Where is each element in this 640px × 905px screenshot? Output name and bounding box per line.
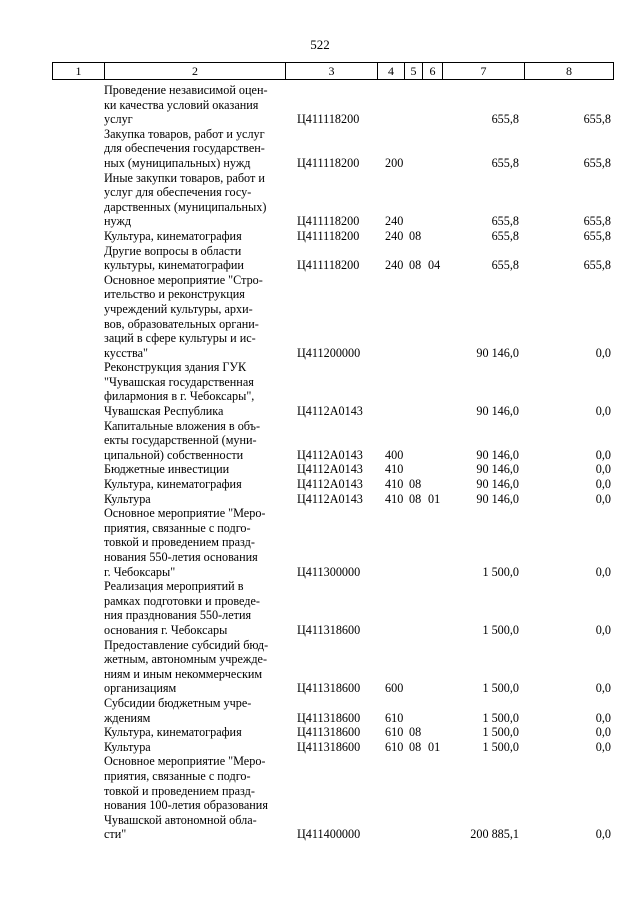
table-row: [52, 419, 614, 463]
row-code: Ц4112А0143: [297, 477, 363, 492]
row-expense-type: 610: [385, 725, 404, 740]
table-row: [52, 492, 614, 507]
header-col-6: 6: [423, 63, 443, 79]
row-value-col8: 0,0: [595, 725, 611, 740]
row-value-col8: 0,0: [595, 564, 611, 579]
table-row: [52, 171, 614, 229]
table-row: [52, 477, 614, 492]
header-col-1: 1: [53, 63, 105, 79]
row-section: 08: [409, 477, 422, 492]
row-subsection: 01: [428, 491, 441, 506]
row-value-col8: 0,0: [595, 404, 611, 419]
table-row: [52, 360, 614, 418]
row-description: Основное мероприятие "Меро- приятия, связанные с подго- товкой и проведением празд- нования 550-летия основания г. Чебоксары": [104, 506, 266, 579]
row-description: Культура, кинематография: [104, 477, 242, 492]
row-value-col7: 655,8: [491, 228, 519, 243]
page-number: 522: [310, 37, 330, 52]
row-code: Ц4112А0143: [297, 404, 363, 419]
header-col-4: 4: [378, 63, 405, 79]
row-expense-type: 240: [385, 228, 404, 243]
row-expense-type: 410: [385, 477, 404, 492]
table-row: [52, 579, 614, 637]
row-value-col7: 1 500,0: [482, 739, 519, 754]
row-section: 08: [409, 739, 422, 754]
row-code: Ц411118200: [297, 228, 360, 243]
table-row: [52, 740, 614, 755]
row-code: Ц4112А0143: [297, 462, 363, 477]
row-description: Закупка товаров, работ и услуг для обеспечения государствен- ных (муниципальных) нужд: [104, 126, 265, 170]
row-description: Капитальные вложения в объ- екты государственной (муни- ципальной) собственности: [104, 418, 261, 462]
row-value-col7: 90 146,0: [476, 404, 519, 419]
row-description: Реализация мероприятий в рамках подготовки и проведе- ния празднования 550-летия основания г. Чебоксары: [104, 579, 260, 637]
row-value-col7: 655,8: [491, 112, 519, 127]
row-description: Бюджетные инвестиции: [104, 462, 230, 477]
row-value-col7: 90 146,0: [476, 477, 519, 492]
row-expense-type: 400: [385, 447, 404, 462]
row-value-col8: 0,0: [595, 462, 611, 477]
row-description: Реконструкция здания ГУК "Чувашская государственная филармония в г. Чебоксары", Чувашская Республика: [104, 360, 255, 419]
header-col-2: 2: [105, 63, 286, 79]
header-col-8: 8: [566, 64, 572, 78]
row-value-col8: 0,0: [595, 447, 611, 462]
row-value-col7: 655,8: [491, 214, 519, 229]
row-code: Ц411118200: [297, 258, 360, 273]
row-value-col7: 1 500,0: [482, 710, 519, 725]
row-value-col7: 90 146,0: [476, 345, 519, 360]
header-col-7: 7: [443, 63, 525, 79]
row-value-col7: 655,8: [491, 155, 519, 170]
row-value-col7: 90 146,0: [476, 462, 519, 477]
row-code: Ц4112А0143: [297, 447, 363, 462]
row-value-col8: 655,8: [583, 155, 611, 170]
row-value-col8: 655,8: [583, 258, 611, 273]
row-value-col8: 0,0: [595, 622, 611, 637]
row-value-col8: 0,0: [595, 710, 611, 725]
row-code: Ц411118200: [297, 214, 360, 229]
row-section: 08: [409, 228, 422, 243]
table-row: [52, 725, 614, 740]
table-row: [52, 462, 614, 477]
row-description: Основное мероприятие "Меро- приятия, связанные с подго- товкой и проведением празд- нования 100-летия образования Чувашской автономной обла- сти": [104, 754, 268, 842]
row-section: 08: [409, 725, 422, 740]
row-value-col8: 655,8: [583, 228, 611, 243]
row-section: 08: [409, 258, 422, 273]
table-row: [52, 638, 614, 696]
row-description: Субсидии бюджетным учре- ждениям: [104, 695, 252, 725]
row-description: Основное мероприятие "Стро- ительство и реконструкция учреждений культуры, архи- вов, образовательных органи- заций в сфере культуры и ис- кусства": [104, 272, 263, 360]
row-subsection: 04: [428, 258, 441, 273]
row-description: Культура, кинематография: [104, 228, 242, 243]
row-expense-type: 240: [385, 258, 404, 273]
row-value-col7: 1 500,0: [482, 564, 519, 579]
row-description: Проведение независимой оцен- ки качества условий оказания услуг: [104, 83, 268, 127]
row-description: Другие вопросы в области культуры, кинематографии: [104, 243, 244, 273]
row-code: Ц411400000: [297, 827, 361, 842]
row-code: Ц411318600: [297, 725, 361, 740]
row-code: Ц411318600: [297, 622, 361, 637]
row-value-col7: 1 500,0: [482, 681, 519, 696]
row-description: Культура, кинематография: [104, 725, 242, 740]
row-code: Ц411300000: [297, 564, 361, 579]
row-value-col8: 0,0: [595, 345, 611, 360]
row-description: Предоставление субсидий бюд- жетным, автономным учрежде- ниям и иным некоммерческим организациям: [104, 637, 269, 696]
table-body: [52, 83, 614, 842]
row-expense-type: 610: [385, 710, 404, 725]
row-expense-type: 610: [385, 739, 404, 754]
table-row: [52, 506, 614, 579]
row-expense-type: 410: [385, 491, 404, 506]
row-value-col8: 655,8: [583, 112, 611, 127]
row-value-col8: 0,0: [595, 681, 611, 696]
row-value-col8: 0,0: [595, 477, 611, 492]
row-expense-type: 200: [385, 155, 404, 170]
row-subsection: 01: [428, 739, 441, 754]
row-section: 08: [409, 491, 422, 506]
row-description: Иные закупки товаров, работ и услуг для обеспечения госу- дарственных (муниципальных) нужд: [104, 170, 267, 229]
table-row: [52, 273, 614, 361]
row-value-col8: 0,0: [595, 827, 611, 842]
row-value-col7: 200 885,1: [470, 827, 519, 842]
row-value-col7: 90 146,0: [476, 491, 519, 506]
table-row: [52, 244, 614, 273]
row-code: Ц411318600: [297, 681, 361, 696]
row-value-col7: 90 146,0: [476, 447, 519, 462]
row-code: Ц411318600: [297, 710, 361, 725]
row-description: Культура: [104, 491, 151, 506]
row-value-col7: 1 500,0: [482, 622, 519, 637]
row-code: Ц411318600: [297, 739, 361, 754]
table-row: [52, 754, 614, 842]
header-col-3: 3: [286, 63, 378, 79]
table-header: [52, 62, 614, 80]
row-code: Ц411118200: [297, 155, 360, 170]
row-value-col8: 0,0: [595, 739, 611, 754]
header-col-5: 5: [405, 63, 423, 79]
row-expense-type: 410: [385, 462, 404, 477]
row-code: Ц4112А0143: [297, 491, 363, 506]
table-row: [52, 229, 614, 244]
row-description: Культура: [104, 739, 151, 754]
row-code: Ц411200000: [297, 345, 361, 360]
table-row: [52, 83, 614, 127]
row-value-col8: 655,8: [583, 214, 611, 229]
row-value-col7: 1 500,0: [482, 725, 519, 740]
row-expense-type: 600: [385, 681, 404, 696]
row-value-col7: 655,8: [491, 258, 519, 273]
row-expense-type: 240: [385, 214, 404, 229]
row-code: Ц411118200: [297, 112, 360, 127]
table-row: [52, 127, 614, 171]
row-value-col8: 0,0: [595, 491, 611, 506]
table-row: [52, 696, 614, 725]
